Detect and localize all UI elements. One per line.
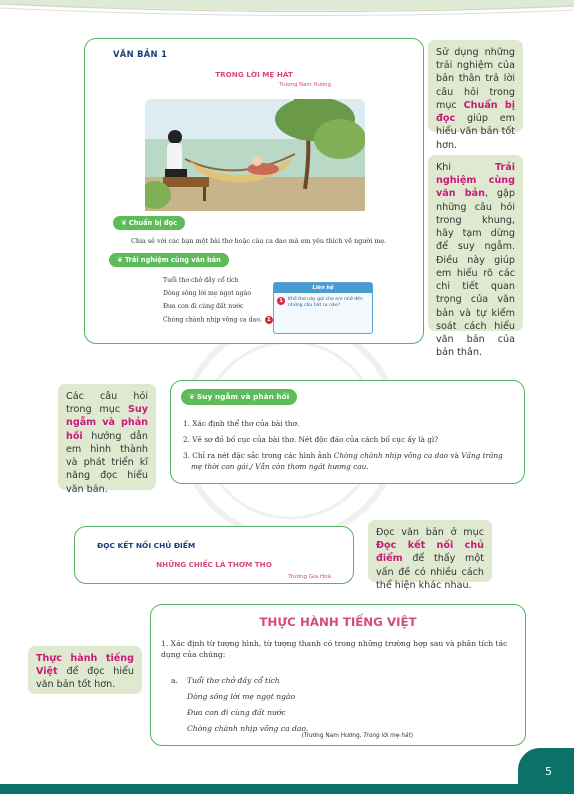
top-decoration: [0, 0, 574, 20]
van-ban-frame: [84, 38, 424, 344]
practice-item-label: a.: [171, 676, 178, 685]
leaf-icon: ❦: [117, 256, 123, 264]
poem-title: TRONG LỜI MẸ HÁT: [215, 70, 293, 79]
connection-box-text: 1 Khổ thơ này gợi cho em nhớ đến những câu hát ru nào?: [274, 293, 372, 311]
section-reflect-pill: ❦ Suy ngẫm và phản hồi: [181, 389, 297, 405]
note-reflect: Các câu hỏi trong mục Suy ngẫm và phản hồi hướng dẫn em hình thành và phát triển kĩ năng đọc hiểu văn bản.: [58, 384, 156, 490]
reflect-frame: [170, 380, 525, 484]
practice-frame: [150, 604, 526, 746]
connection-box: [273, 282, 373, 334]
reflect-question-3: 3. Chỉ ra nét đặc sắc trong các hình ảnh Chòng chành nhịp võng ca dao và Vầng trăng mẹ thời con gái,/ Vẫn còn thơm ngát hương cau.: [183, 451, 503, 471]
practice-line-2: Dòng sông lời mẹ ngọt ngào: [187, 692, 296, 701]
connect-title: NHỮNG CHIẾC LÁ THƠM THO: [156, 560, 272, 569]
leaf-icon: ❦: [189, 393, 195, 401]
question-badge: 1: [277, 297, 285, 305]
page-number: 5: [545, 765, 552, 778]
practice-title: THỰC HÀNH TIẾNG VIỆT: [259, 615, 417, 629]
question-badge: 1: [265, 316, 273, 324]
poem-line-1: Tuổi thơ chở đầy cổ tích: [163, 277, 239, 284]
footer-bar: [0, 784, 574, 794]
connect-author: Trương Gia Hoà: [288, 574, 331, 580]
poem-line-2: Dòng sông lời mẹ ngọt ngào: [163, 290, 252, 297]
connect-label: ĐỌC KẾT NỐI CHỦ ĐIỂM: [97, 541, 196, 550]
practice-question: 1. Xác định từ tượng hình, từ tượng thanh có trong những trường hợp sau và phân tích tác dụng của chúng:: [161, 639, 508, 659]
note-experience: Khi Trải nghiệm cùng văn bản, gặp những câu hỏi trong khung, hãy tạm dừng để suy ngẫm. Điều này giúp em hiểu rõ các chi tiết quan trọng của văn bản và tự kiểm soát cách hiểu văn bản của bản thân.: [428, 155, 523, 331]
connect-frame: [74, 526, 354, 584]
poem-author: Trương Nam Hương: [279, 82, 331, 88]
poem-line-3: Đưa con đi cùng đất nước: [163, 303, 244, 310]
poem-line-4: Chòng chành nhịp võng ca dao. 1: [163, 316, 273, 324]
note-prepare: Sử dụng những trải nghiệm của bản thân trả lời câu hỏi trong mục Chuẩn bị đọc giúp em hiểu văn bản tốt hơn.: [428, 40, 523, 132]
note-connect: Đọc văn bản ở mục Đọc kết nối chủ điểm để thấy một vấn đề có nhiều cách thể hiện khác nhau.: [368, 520, 492, 582]
prepare-prompt: Chia sẻ với các bạn một bài thơ hoặc câu ca dao mà em yêu thích về người mẹ.: [131, 237, 387, 245]
practice-line-1: Tuổi thơ chở đầy cổ tích: [187, 676, 280, 685]
section-prepare-pill: ❦ Chuẩn bị đọc: [113, 216, 185, 230]
connection-box-title: Liên hệ: [274, 283, 372, 293]
reflect-question-1: 1. Xác định thể thơ của bài thơ.: [183, 419, 300, 428]
section-experience-pill: ❦ Trải nghiệm cùng văn bản: [109, 253, 229, 267]
practice-source: (Trương Nam Hương, Trong lời mẹ hát): [301, 733, 413, 739]
practice-line-3: Đưa con đi cùng đất nước: [187, 708, 286, 717]
practice-line-4: Chòng chành nhịp võng ca dao.: [187, 724, 309, 733]
note-practice: Thực hành tiếng Việt để đọc hiểu văn bản tốt hơn.: [28, 646, 142, 694]
mother-cradle-illustration: [145, 99, 365, 211]
text-label: VĂN BẢN 1: [113, 49, 168, 59]
reflect-question-2: 2. Vẽ sơ đồ bố cục của bài thơ. Nét độc đáo của cách bố cục ấy là gì?: [183, 435, 439, 444]
leaf-icon: ❦: [121, 219, 127, 227]
